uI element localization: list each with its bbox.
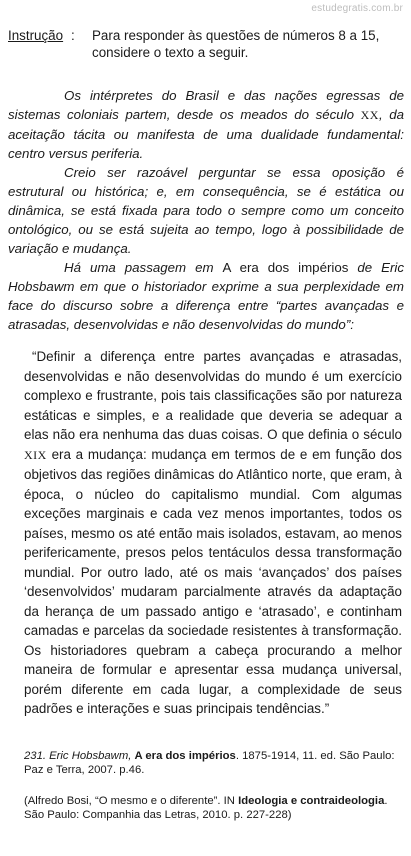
- footnote-book-title: A era dos impérios: [134, 750, 236, 762]
- quote-part-b: era a mudança: mudança em termos de e em função dos objetivos das regiões dinâmicas do Atlântico norte, que eram, à época, o núcleo do capitalismo mundial. Com algumas exceções marginais e cada vez menos importantes, todos os países, mesmo os até então mais isolados, estavam, ao menos perifericamente, presos pelos tentáculos dessa transformação mundial. Por outro lado, até os mais ‘avançados’ dos países ‘desenvolvidos’ mudaram parcialmente através da adaptação da herança de um passado antigo e ‘atrasado’, e continham camadas e parcelas da sociedade resistentes à transformação. Os historiadores quebram a cabeça procurando a melhor maneira de formular e apresentar essa mudança universal, porém diferente em cada lugar, a complexidade de seus padrões e interações e suas principais tendências.”: [24, 446, 402, 716]
- hobsbawm-quote: [24, 347, 402, 719]
- quote-century-roman: XIX: [24, 447, 47, 462]
- book-title: A era dos impérios: [222, 260, 349, 275]
- intro-p3-part-b: de Eric Hobsbawm em que o historiador exprime a sua perplexidade em face do discurso sobre a diferença entre “partes avançadas e atrasadas, desenvolvidas e não desenvolvidas do mundo”:: [8, 260, 404, 332]
- instruction-colon: :: [71, 28, 75, 43]
- intro-p1-part-b: , da aceitação tácita ou manifesta de uma dualidade fundamental: centro versus periferia.: [8, 107, 405, 161]
- intro-paragraph-2: Creio ser razoável perguntar se essa oposição é estrutural ou histórica; e, em consequência, se é estática ou dinâmica, se está fixada para todo o sempre como um conceito ontológico, ou se está sujeita ao tempo, logo à possibilidade de variação e mudança.: [8, 165, 404, 256]
- instruction-text: Para responder às questões de números 8 a 15, considere o texto a seguir.: [92, 28, 380, 60]
- intro-paragraph-1: [8, 86, 404, 163]
- source-citation: [24, 794, 408, 822]
- quote-paragraph: [24, 347, 402, 719]
- footnote-ref: 231. Eric Hobsbawm,: [24, 750, 132, 762]
- footnote-rest: . 1875-1914, 11. ed. São Paulo: Paz e Terra, 2007. p.46.: [24, 750, 395, 776]
- source-part-a: (Alfredo Bosi, “O mesmo e o diferente”. IN: [24, 795, 239, 807]
- site-watermark: estudegratis.com.br: [311, 3, 403, 14]
- source-part-b: . São Paulo: Companhia das Letras, 2010. p. 227-228): [24, 795, 388, 821]
- footnote: [24, 749, 404, 777]
- quote-part-a: “Definir a diferença entre partes avançadas e atrasadas, desenvolvidas e não desenvolvidas do mundo é um exercício complexo e frustrante, pois tais classificações são por natureza estáticas e simples, e a realidade que deveria se adequar a elas não era nenhuma das duas coisas. O que definia o século: [24, 349, 402, 442]
- source-book-title: Ideologia e contraideologia: [238, 795, 385, 807]
- intro-p3-part-a: Há uma passagem em: [64, 260, 223, 275]
- intro-text: [8, 86, 404, 334]
- intro-paragraph-3: [8, 258, 404, 334]
- intro-p1-part-a: Os intérpretes do Brasil e das nações egressas de sistemas coloniais partem, desde os meados do século: [8, 88, 404, 122]
- instruction-label: Instrução: [8, 28, 64, 43]
- century-roman: XX: [360, 108, 379, 122]
